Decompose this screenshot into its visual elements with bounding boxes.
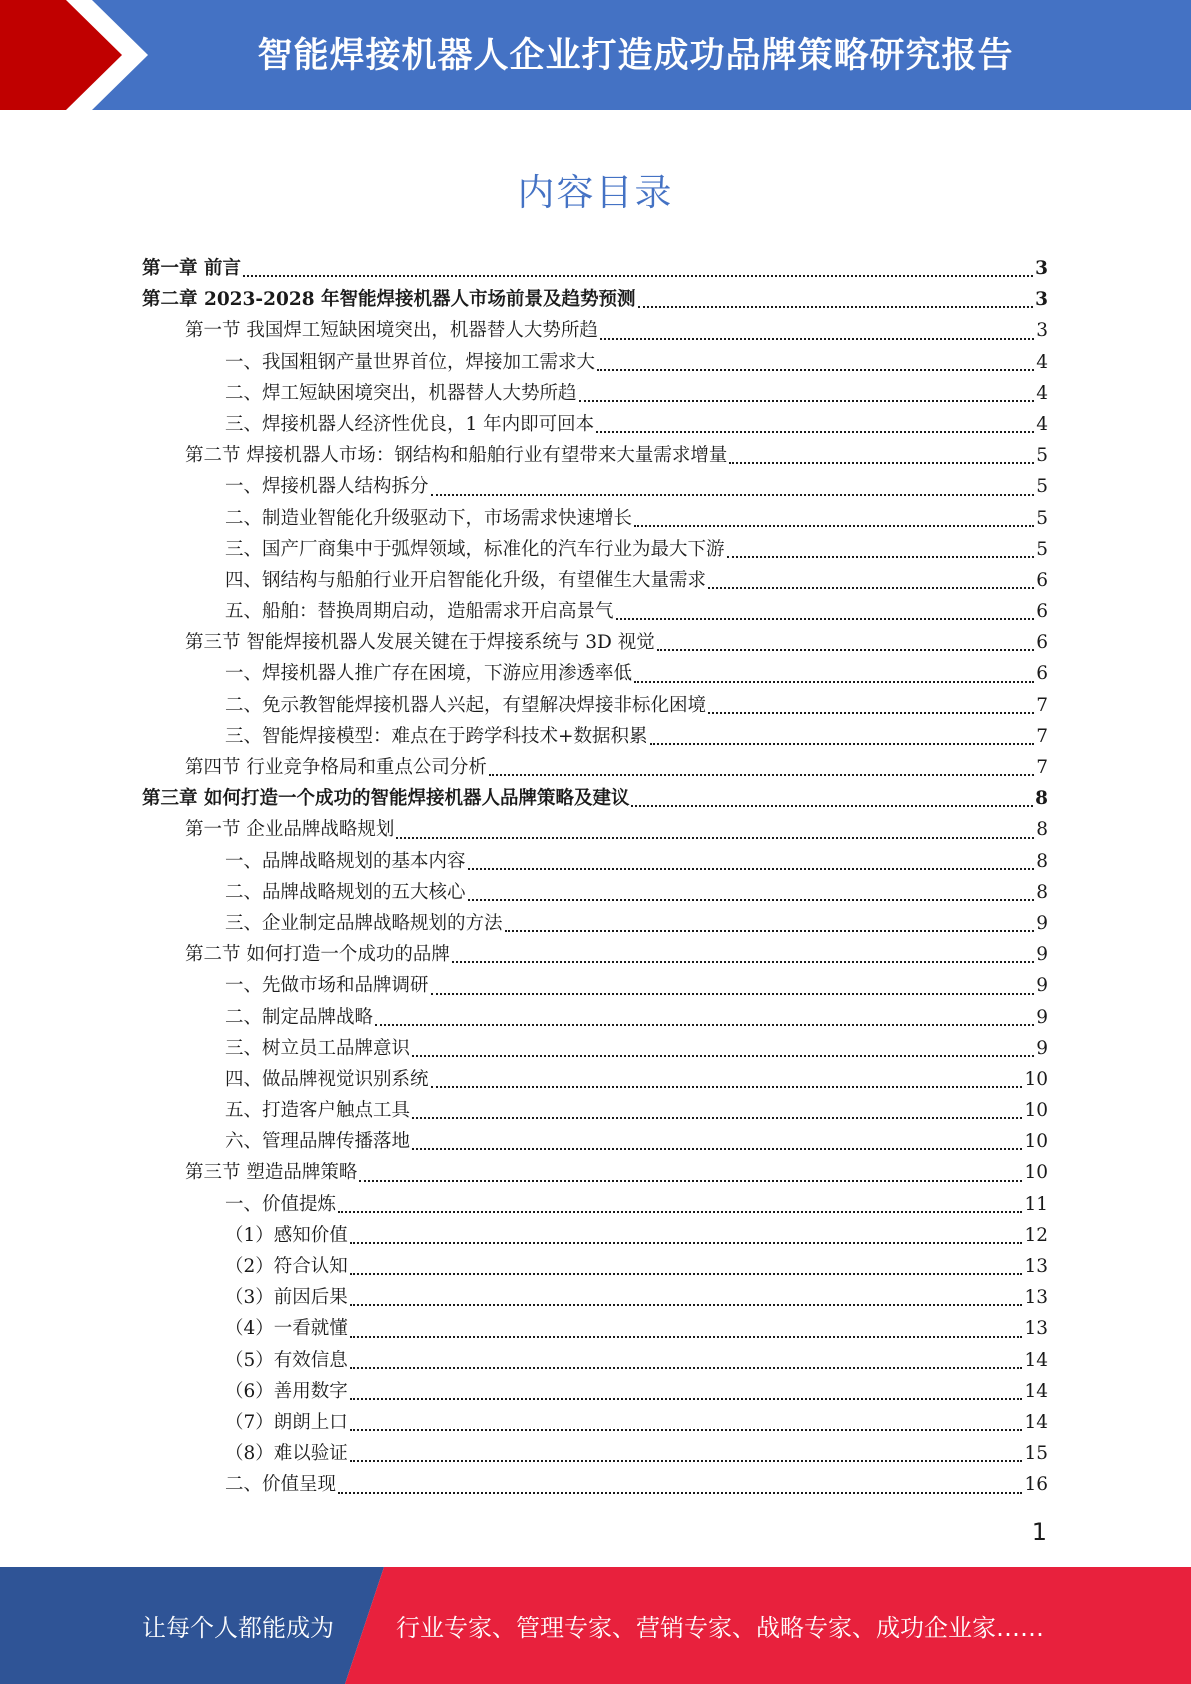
- toc-dot-leader: [350, 1336, 1023, 1338]
- toc-entry[interactable]: [142, 722, 1048, 753]
- toc-dot-leader: [431, 993, 1035, 995]
- toc-entry-title: 三、焊接机器人经济性优良，1 年内即可回本: [225, 413, 595, 435]
- toc-entry[interactable]: [142, 1377, 1048, 1408]
- toc-entry-page: 6: [1036, 663, 1048, 685]
- toc-entry-page: 7: [1036, 725, 1048, 747]
- toc-entry[interactable]: [142, 504, 1048, 535]
- toc-entry-title: 五、打造客户触点工具: [225, 1100, 411, 1122]
- toc-entry-title: （4）一看就懂: [225, 1318, 348, 1340]
- toc-entry-page: 14: [1024, 1411, 1048, 1433]
- page-number: 1: [1031, 1518, 1047, 1546]
- toc-entry-title: （7）朗朗上口: [225, 1411, 348, 1433]
- toc-entry-page: 5: [1036, 507, 1048, 529]
- footer-banner: [0, 1567, 1191, 1684]
- toc-entry[interactable]: [142, 1314, 1048, 1345]
- toc-dot-leader: [597, 369, 1034, 371]
- toc-entry-page: 5: [1036, 476, 1048, 498]
- toc-entry[interactable]: [142, 316, 1048, 347]
- toc-entry[interactable]: [142, 628, 1048, 659]
- toc-entry-title: 第一章 前言: [142, 258, 241, 279]
- toc-dot-leader: [634, 681, 1034, 683]
- toc-entry-page: 9: [1036, 944, 1048, 966]
- toc-entry-page: 10: [1024, 1131, 1048, 1153]
- toc-entry-page: 3: [1035, 289, 1048, 311]
- toc-entry-title: 第三节 塑造品牌策略: [185, 1162, 358, 1184]
- toc-entry-title: 二、品牌战略规划的五大核心: [225, 881, 466, 903]
- toc-entry-page: 11: [1024, 1193, 1048, 1215]
- toc-entry[interactable]: [142, 815, 1048, 846]
- toc-entry[interactable]: [142, 1003, 1048, 1034]
- toc-dot-leader: [729, 462, 1034, 464]
- toc-entry[interactable]: [142, 1283, 1048, 1314]
- toc-dot-leader: [727, 556, 1035, 558]
- toc-entry[interactable]: [142, 1034, 1048, 1065]
- toc-dot-leader: [657, 649, 1034, 651]
- toc-entry[interactable]: [142, 784, 1048, 815]
- toc-entry[interactable]: [142, 597, 1048, 628]
- toc-entry-page: 8: [1036, 819, 1048, 841]
- toc-entry-page: 15: [1024, 1443, 1048, 1465]
- toc-dot-leader: [359, 1180, 1022, 1182]
- toc-dot-leader: [631, 805, 1033, 807]
- toc-dot-leader: [350, 1398, 1023, 1400]
- toc-entry[interactable]: [142, 847, 1048, 878]
- toc-entry[interactable]: [142, 1065, 1048, 1096]
- toc-entry[interactable]: [142, 971, 1048, 1002]
- toc-entry-title: 第一节 企业品牌战略规划: [185, 819, 395, 841]
- toc-entry-title: 二、价值呈现: [225, 1474, 337, 1496]
- toc-entry[interactable]: [142, 1346, 1048, 1377]
- toc-entry[interactable]: [142, 1439, 1048, 1470]
- toc-dot-leader: [431, 1086, 1023, 1088]
- toc-entry-title: 一、品牌战略规划的基本内容: [225, 850, 466, 872]
- toc-entry[interactable]: [142, 1096, 1048, 1127]
- toc-entry[interactable]: [142, 1221, 1048, 1252]
- toc-entry[interactable]: [142, 472, 1048, 503]
- report-title: 智能焊接机器人企业打造成功品牌策略研究报告: [257, 35, 1014, 76]
- toc-entry-title: 三、智能焊接模型：难点在于跨学科技术+数据积累: [225, 725, 648, 747]
- toc-entry[interactable]: [142, 535, 1048, 566]
- toc-entry-page: 10: [1024, 1068, 1048, 1090]
- toc-entry-page: 14: [1024, 1380, 1048, 1402]
- toc-entry-title: 三、树立员工品牌意识: [225, 1037, 411, 1059]
- toc-entry-title: 二、制定品牌战略: [225, 1006, 374, 1028]
- toc-entry-page: 4: [1036, 351, 1048, 373]
- toc-entry[interactable]: [142, 909, 1048, 940]
- toc-entry-title: （1）感知价值: [225, 1224, 348, 1246]
- toc-dot-leader: [708, 712, 1034, 714]
- toc-entry-title: 三、企业制定品牌战略规划的方法: [225, 912, 503, 934]
- toc-entry[interactable]: [142, 659, 1048, 690]
- toc-entry[interactable]: [142, 753, 1048, 784]
- toc-entry-page: 3: [1035, 258, 1048, 279]
- toc-entry-page: 4: [1036, 382, 1048, 404]
- toc-entry-page: 9: [1036, 1037, 1048, 1059]
- toc-entry-page: 13: [1024, 1287, 1048, 1309]
- toc-entry[interactable]: [142, 1470, 1048, 1501]
- toc-dot-leader: [350, 1304, 1023, 1306]
- toc-entry[interactable]: [142, 1158, 1048, 1189]
- toc-entry-page: 9: [1036, 912, 1048, 934]
- toc-entry-title: 四、做品牌视觉识别系统: [225, 1068, 429, 1090]
- toc-entry-title: 四、钢结构与船舶行业开启智能化升级，有望催生大量需求: [225, 569, 707, 591]
- toc-entry-title: 第三章 如何打造一个成功的智能焊接机器人品牌策略及建议: [142, 788, 630, 810]
- toc-dot-leader: [412, 1148, 1022, 1150]
- toc-dot-leader: [350, 1242, 1023, 1244]
- toc-dot-leader: [375, 1024, 1034, 1026]
- toc-dot-leader: [468, 868, 1035, 870]
- toc-dot-leader: [600, 338, 1034, 340]
- toc-entry-title: （6）善用数字: [225, 1380, 348, 1402]
- toc-entry-title: 第四节 行业竞争格局和重点公司分析: [185, 757, 487, 778]
- toc-entry-title: 第三节 智能焊接机器人发展关键在于焊接系统与 3D 视觉: [185, 632, 655, 654]
- toc-entry-page: 9: [1036, 975, 1048, 997]
- toc-entry-title: （8）难以验证: [225, 1443, 348, 1465]
- toc-dot-leader: [412, 1055, 1034, 1057]
- toc-dot-leader: [468, 899, 1035, 901]
- toc-dot-leader: [579, 400, 1035, 402]
- toc-entry-title: 一、焊接机器人结构拆分: [225, 476, 429, 498]
- toc-entry-page: 8: [1036, 881, 1048, 903]
- toc-entry-page: 6: [1036, 632, 1048, 654]
- toc-entry-page: 5: [1036, 445, 1048, 467]
- toc-dot-leader: [634, 525, 1034, 527]
- toc-entry-title: 二、焊工短缺困境突出，机器替人大势所趋: [225, 382, 577, 404]
- toc-entry[interactable]: [142, 1127, 1048, 1158]
- toc-entry-title: 一、先做市场和品牌调研: [225, 975, 429, 997]
- toc-entry-page: 8: [1036, 850, 1048, 872]
- toc-entry-page: 4: [1036, 413, 1048, 435]
- toc-dot-leader: [350, 1273, 1023, 1275]
- toc-dot-leader: [505, 930, 1035, 932]
- toc-entry-page: 6: [1036, 601, 1048, 623]
- toc-entry-title: 二、制造业智能化升级驱动下，市场需求快速增长: [225, 507, 633, 529]
- toc-dot-leader: [708, 587, 1034, 589]
- toc-entry-page: 7: [1036, 694, 1048, 716]
- toc-entry[interactable]: [142, 691, 1048, 722]
- footer-slogan-right: 行业专家、管理专家、营销专家、战略专家、成功企业家……: [396, 1614, 1044, 1642]
- toc-entry[interactable]: [142, 940, 1048, 971]
- toc-entry-page: 16: [1024, 1474, 1048, 1496]
- toc-dot-leader: [350, 1460, 1023, 1462]
- table-of-contents: [142, 254, 1048, 1502]
- footer-slogan-left: 让每个人都能成为: [142, 1614, 334, 1642]
- toc-dot-leader: [431, 494, 1035, 496]
- toc-dot-leader: [489, 774, 1034, 776]
- toc-entry-title: （5）有效信息: [225, 1349, 348, 1371]
- toc-entry-title: （3）前因后果: [225, 1287, 348, 1309]
- toc-entry[interactable]: [142, 566, 1048, 597]
- toc-dot-leader: [338, 1211, 1022, 1213]
- toc-dot-leader: [650, 743, 1035, 745]
- toc-dot-leader: [638, 306, 1034, 308]
- toc-entry-title: 第二节 如何打造一个成功的品牌: [185, 944, 450, 966]
- toc-dot-leader: [616, 618, 1035, 620]
- toc-entry-page: 14: [1024, 1349, 1048, 1371]
- toc-entry-page: 3: [1036, 320, 1048, 342]
- toc-entry-title: 三、国产厂商集中于弧焊领域，标准化的汽车行业为最大下游: [225, 538, 725, 560]
- toc-entry[interactable]: [142, 1408, 1048, 1439]
- toc-entry[interactable]: [142, 348, 1048, 379]
- toc-heading: 内容目录: [517, 171, 674, 214]
- toc-entry[interactable]: [142, 441, 1048, 472]
- toc-entry[interactable]: [142, 379, 1048, 410]
- toc-entry[interactable]: [142, 254, 1048, 285]
- toc-entry-title: 五、船舶：替换周期启动，造船需求开启高景气: [225, 601, 614, 623]
- toc-entry[interactable]: [142, 878, 1048, 909]
- toc-entry[interactable]: [142, 285, 1048, 316]
- toc-dot-leader: [350, 1367, 1023, 1369]
- toc-entry-title: 第二章 2023-2028 年智能焊接机器人市场前景及趋势预测: [142, 289, 636, 311]
- toc-entry[interactable]: [142, 410, 1048, 441]
- toc-dot-leader: [596, 431, 1034, 433]
- toc-entry-page: 8: [1035, 788, 1048, 810]
- toc-dot-leader: [452, 961, 1034, 963]
- toc-dot-leader: [412, 1117, 1022, 1119]
- toc-dot-leader: [338, 1492, 1022, 1494]
- toc-entry[interactable]: [142, 1190, 1048, 1221]
- toc-entry[interactable]: [142, 1252, 1048, 1283]
- toc-dot-leader: [396, 837, 1034, 839]
- header-banner: [0, 0, 1191, 110]
- toc-entry-page: 9: [1036, 1006, 1048, 1028]
- toc-dot-leader: [350, 1429, 1023, 1431]
- toc-dot-leader: [243, 275, 1033, 277]
- toc-entry-title: 一、焊接机器人推广存在困境，下游应用渗透率低: [225, 663, 633, 685]
- toc-entry-title: （2）符合认知: [225, 1256, 348, 1277]
- toc-entry-page: 13: [1024, 1318, 1048, 1340]
- toc-entry-title: 一、我国粗钢产量世界首位，焊接加工需求大: [225, 351, 596, 373]
- toc-entry-title: 六、管理品牌传播落地: [225, 1131, 411, 1153]
- toc-entry-title: 第一节 我国焊工短缺困境突出，机器替人大势所趋: [185, 320, 598, 342]
- toc-entry-title: 第二节 焊接机器人市场：钢结构和船舶行业有望带来大量需求增量: [185, 445, 728, 467]
- toc-entry-page: 7: [1036, 757, 1048, 778]
- toc-entry-page: 5: [1036, 538, 1048, 560]
- toc-entry-title: 一、价值提炼: [225, 1193, 337, 1215]
- toc-entry-page: 10: [1024, 1162, 1048, 1184]
- toc-entry-page: 12: [1024, 1224, 1048, 1246]
- toc-entry-page: 10: [1024, 1100, 1048, 1122]
- toc-entry-page: 13: [1024, 1256, 1048, 1277]
- toc-entry-title: 二、免示教智能焊接机器人兴起，有望解决焊接非标化困境: [225, 694, 707, 716]
- toc-entry-page: 6: [1036, 569, 1048, 591]
